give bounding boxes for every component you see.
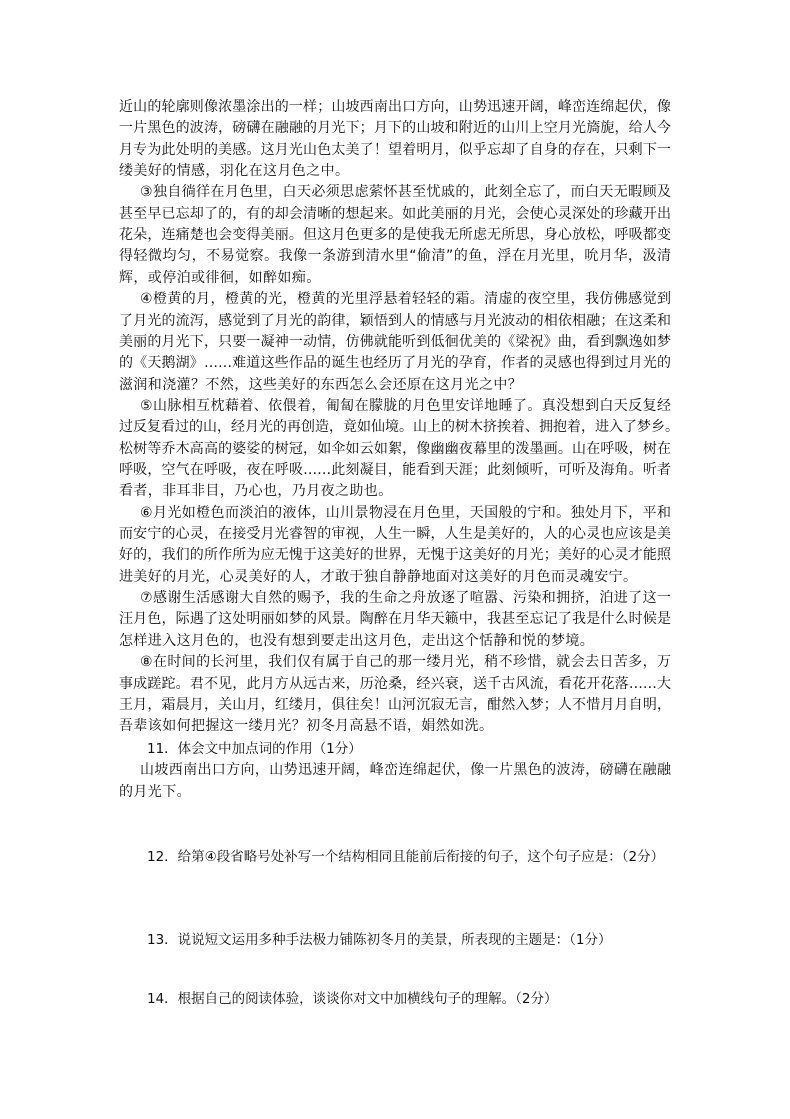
paragraph-line: 进美好的月光，心灵美好的人，才敢于独自静静地面对这美好的月色而灵魂安宁。: [119, 568, 638, 585]
paragraph-line: 近山的轮廓则像浓墨涂出的一样；山坡西南出口方向，山势迅速开阔，峰峦连绵起伏，像: [119, 99, 671, 115]
paragraph-line: 王月，霜晨月，关山月，红缕月，俱往矣！山河沉寂无言，酣然入梦；人不惜月月自明，: [119, 696, 671, 713]
question-14-prompt: 14．根据自己的阅读体验，谈谈你对文中加横线句子的理解。（2分）: [147, 991, 558, 1007]
paragraph-line: 了月光的流泻，感觉到了月光的韵律，颖悟到人的情感与月光波动的相依相融；在这柔和: [119, 312, 671, 329]
paragraph-line: 松树等乔木高高的婆娑的树冠，如伞如云如絮，像幽幽夜幕里的泼墨画。山在呼吸，树在: [119, 440, 671, 457]
paragraph-line: 一片黑色的波涛，磅礴在融融的月光下；月下的山坡和附近的山川上空月光旖旎，给人今: [119, 120, 671, 137]
paragraph-line: ⑥月光如橙色而淡泊的液体，山川景物浸在月色里，天国般的宁和。独处月下，平和: [140, 504, 671, 521]
paragraph-line: 过反复看过的山，经月光的再创造，竟如仙境。山上的树木挤挨着、拥抱着，进入了梦乡。: [119, 419, 679, 436]
paragraph-line: 花朵，连痛楚也会变得美丽。但这月色更多的是使我无所虑无所思，身心放松，呼吸都变: [119, 227, 671, 244]
paragraph-line: 怎样进入这月色的，也没有想到要走出这月色，走出这个恬静和悦的梦境。: [119, 632, 595, 649]
paragraph-line: 汪月色，际遇了这处明丽如梦的风景。陶醉在月华天籁中，我甚至忘记了我是什么时候是: [119, 611, 671, 628]
paragraph-line: 呼吸，空气在呼吸，夜在呼吸……此刻凝目，能看到天涯；此刻倾听，可听及海角。听者: [119, 462, 671, 478]
paragraph-line: ⑦感谢生活感谢大自然的赐予，我的生命之舟放逐了喧嚣、污染和拥挤，泊进了这一: [140, 590, 671, 607]
question-11-quote-line: 的月光下。: [119, 784, 191, 800]
paragraph-line: 看者，非耳非目，乃心也，乃月夜之助也。: [119, 483, 393, 500]
paragraph-line: 吾辈该如何把握这一缕月光？初冬月高悬不语，娟然如洗。: [119, 718, 494, 735]
paragraph-line: ⑤山脉相互枕藉着、依偎着，匍匐在朦胧的月色里安详地睡了。真没想到白天反复经: [140, 397, 671, 414]
paragraph-line: ④橙黄的月，橙黄的光，橙黄的光里浮悬着轻轻的霜。清虚的夜空里，我仿佛感觉到: [140, 291, 671, 308]
paragraph-line: 甚至早已忘却了的，有的却会清晰的想起来。如此美丽的月光，会使心灵深处的珍藏开出: [119, 205, 671, 222]
question-13-prompt: 13．说说短文运用多种手法极力铺陈初冬月的美景，所表现的主题是：（1分）: [147, 932, 612, 948]
paragraph-line: 滋润和浇灌？不然，这些美好的东西怎么会还原在这月光之中？: [119, 376, 523, 393]
paragraph-line: 事成蹉跎。君不见，此月方从远古来，历沧桑，经兴衰，送千古风流，看花开花落……大: [119, 675, 671, 692]
paragraph-line: 好的，我们的所作所为应无愧于这美好的世界，无愧于这美好的月光；美好的心灵才能照: [119, 547, 671, 564]
paragraph-line: 美丽的月光下，只要一凝神一动情，仿佛就能听到低徊优美的《梁祝》曲，看到飘逸如梦: [119, 333, 671, 350]
paragraph-line: ③独自徜徉在月色里，白天必须思虑萦怀甚至忧戚的，此刻全忘了，而白天无暇顾及: [140, 184, 671, 201]
paragraph-line: 得轻微均匀，不易觉察。我像一条游到清水里“偷清”的鱼，浮在月光里，吮月华，汲清: [119, 248, 671, 265]
paragraph-line: 辉，或停泊或徘徊，如醉如痴。: [119, 269, 321, 286]
paragraph-line: ⑧在时间的长河里，我们仅有属于自己的那一缕月光，稍不珍惜，就会去日苦多，万: [140, 654, 671, 671]
paragraph-line: 月专为此处明的美感。这月光山色太美了！望着明月，似乎忘却了自身的存在，只剩下一: [119, 141, 671, 158]
paragraph-line: 而安宁的心灵，在接受月光睿智的审视，人生一瞬，人生是美好的，人的心灵也应该是美: [119, 526, 671, 542]
paragraph-line: 缕美好的情感，羽化在这月色之中。: [119, 163, 350, 179]
question-11-quote-line: 山坡西南出口方向，山势迅速开阔，峰峦连绵起伏，像一片黑色的波涛，磅礴在融融: [140, 762, 671, 778]
question-12-prompt: 12．给第④段省略号处补写一个结构相同且能前后衔接的句子，这个句子应是：（2分）: [147, 849, 665, 865]
question-11-prompt: 11．体会文中加点词的作用（1分）: [147, 741, 362, 757]
paragraph-line: 的《天鹅湖》……难道这些作品的诞生也经历了月光的孕育，作者的灵感也得到过月光的: [119, 355, 671, 372]
